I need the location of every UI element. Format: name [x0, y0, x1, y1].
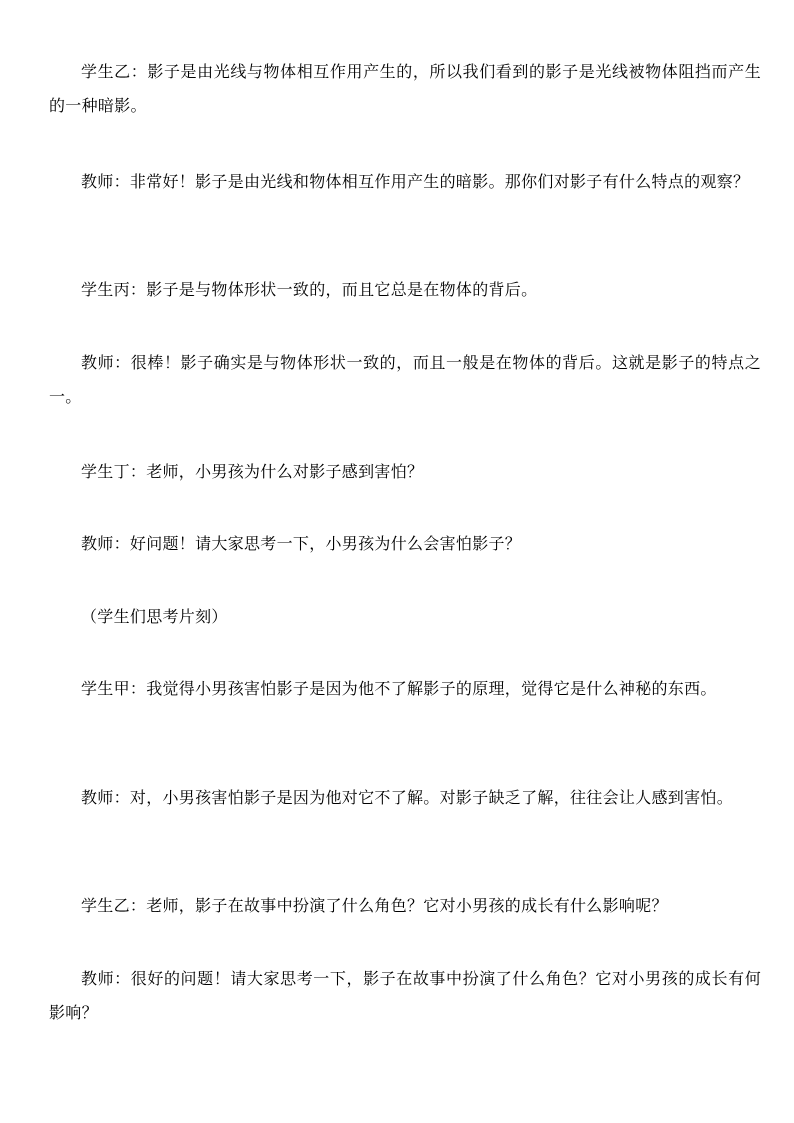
paragraph-student-b-1: 学生乙：影子是由光线与物体相互作用产生的，所以我们看到的影子是光线被物体阻挡而产生的一种暗影。 — [49, 62, 761, 115]
paragraph-stage-direction: （学生们思考片刻） — [81, 607, 228, 626]
paragraph-teacher-1: 教师：非常好！影子是由光线和物体相互作用产生的暗影。那你们对影子有什么特点的观察？ — [81, 172, 750, 191]
paragraph-student-a: 学生甲：我觉得小男孩害怕影子是因为他不了解影子的原理，觉得它是什么神秘的东西。 — [81, 679, 717, 698]
paragraph-student-d: 学生丁：老师，小男孩为什么对影子感到害怕？ — [81, 462, 424, 481]
paragraph-student-c: 学生丙：影子是与物体形状一致的，而且它总是在物体的背后。 — [81, 280, 538, 299]
paragraph-student-b-2: 学生乙：老师，影子在故事中扮演了什么角色？它对小男孩的成长有什么影响呢？ — [81, 896, 668, 915]
paragraph-teacher-4: 教师：对，小男孩害怕影子是因为他对它不了解。对影子缺乏了解，往往会让人感到害怕。 — [81, 788, 734, 807]
paragraph-teacher-2: 教师：很棒！影子确实是与物体形状一致的，而且一般是在物体的背后。这就是影子的特点之一。 — [49, 353, 761, 406]
paragraph-teacher-5: 教师：很好的问题！请大家思考一下，影子在故事中扮演了什么角色？它对小男孩的成长有何影响？ — [49, 969, 761, 1022]
paragraph-teacher-3: 教师：好问题！请大家思考一下，小男孩为什么会害怕影子？ — [81, 534, 522, 553]
